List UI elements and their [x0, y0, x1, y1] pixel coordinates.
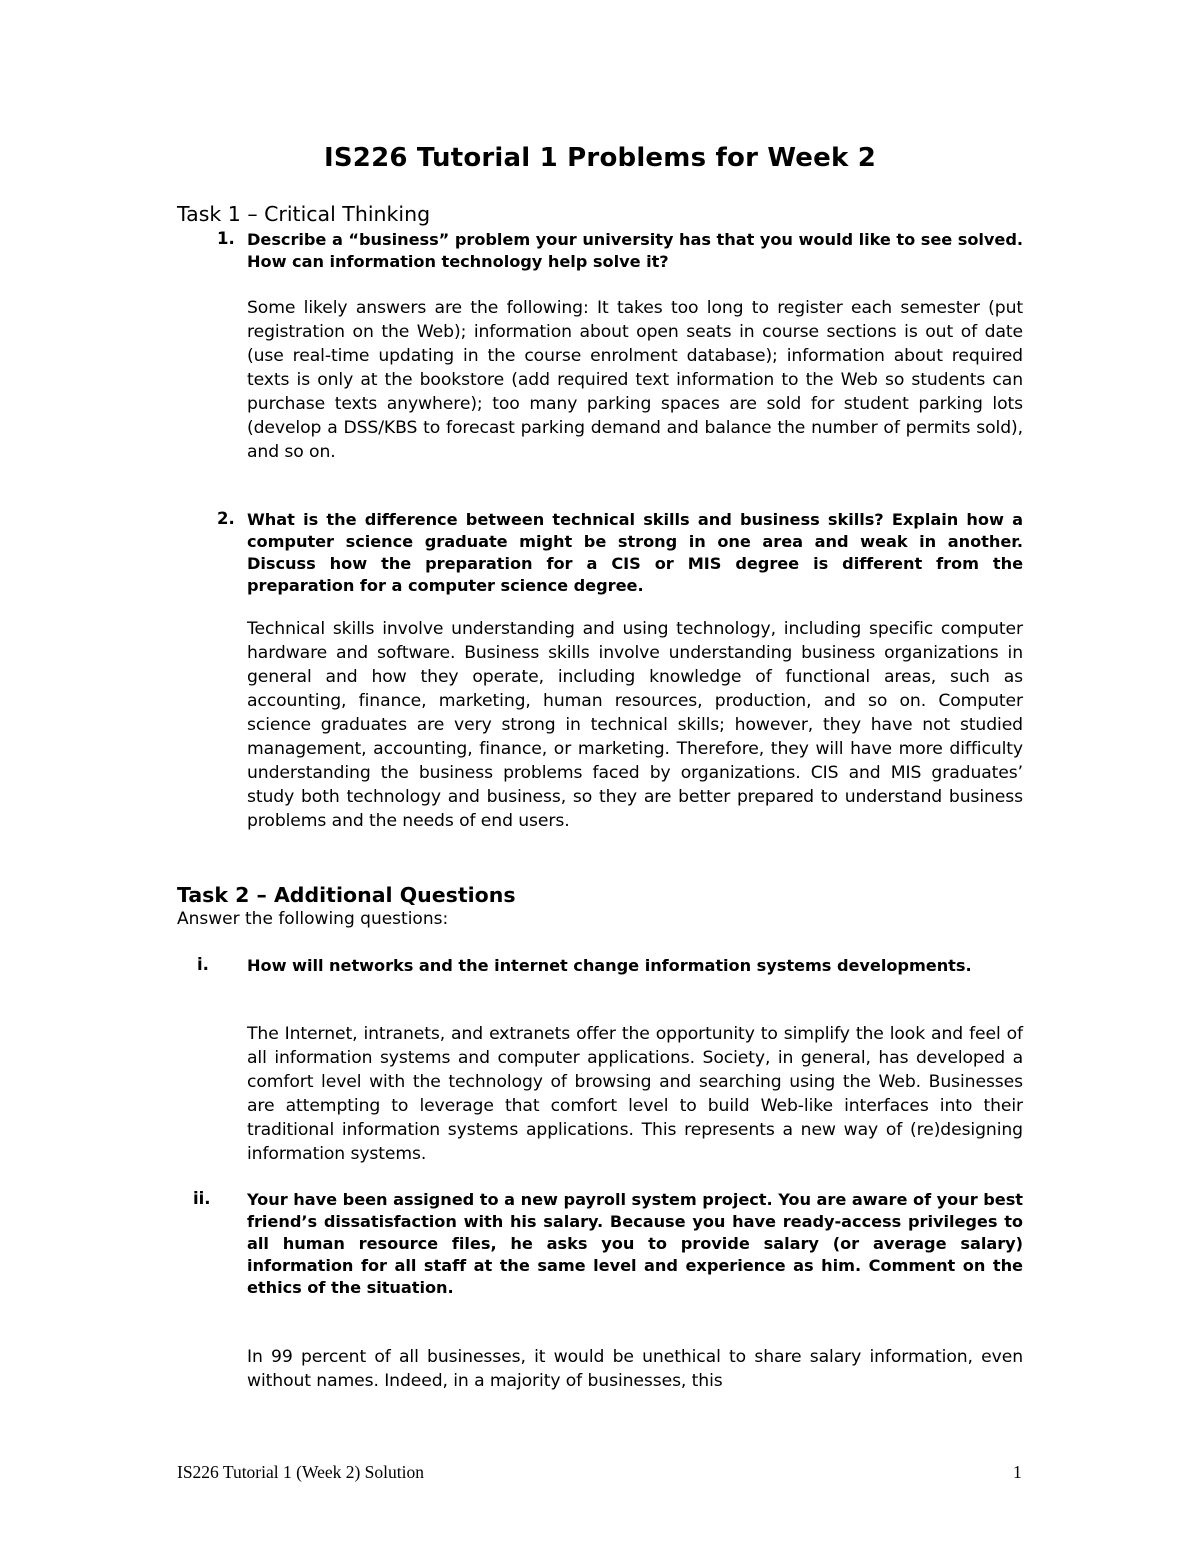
task1-heading-rest: – Critical Thinking: [240, 202, 431, 226]
answer-2-text: Technical skills involve understanding and using technology, including specific computer hardware and software. Business skills involve understanding business organizations in general and how they operate, including knowledge of functional areas, such as accounting, finance, marketing, human resources, production, and so on. Computer science graduates are very strong in technical skills; however, they have not studied management, accounting, finance, or marketing. Therefore, they will have more difficulty understanding the business problems faced by organizations. CIS and MIS graduates’ study both technology and business, so they are better prepared to understand business problems and the needs of end users.: [247, 619, 1023, 831]
question-i-marker: i.: [197, 955, 209, 974]
task2-intro: Answer the following questions:: [177, 909, 449, 929]
task2-heading: [177, 883, 516, 907]
page-number: 1: [1013, 1462, 1022, 1482]
question-2-text: What is the difference between technical skills and business skills? Explain how a computer science graduate might be strong in one area and weak in another. Discuss how the preparation for a CIS or MIS degree is different from the preparation for a computer science degree.: [247, 510, 1023, 595]
task2-heading-prefix: Task 2: [177, 883, 250, 907]
answer-1-text: Some likely answers are the following: It takes too long to register each semester (put registration on the Web); information about open seats in course sections is out of date (use real-time updating in the course enrolment database); information about required texts is only at the bookstore (add required text information to the Web so students can purchase texts anywhere); too many parking spaces are sold for student parking lots (develop a DSS/KBS to forecast parking demand and balance the number of permits sold), and so on.: [247, 298, 1023, 462]
task1-heading-prefix: Task 1: [177, 202, 241, 226]
footer-label: IS226 Tutorial 1 (Week 2) Solution: [177, 1462, 424, 1482]
answer-ii-text: In 99 percent of all businesses, it would be unethical to share salary information, even without names. Indeed, in a majority of businesses, this: [247, 1347, 1023, 1391]
question-1-text: Describe a “business” problem your university has that you would like to see solved. How can information technology help solve it?: [247, 230, 1023, 271]
answer-i-text: The Internet, intranets, and extranets offer the opportunity to simplify the look and feel of all information systems and computer applications. Society, in general, has developed a comfort level with the technology of browsing and searching using the Web. Businesses are attempting to leverage that comfort level to build Web-like interfaces into their traditional information systems applications. This represents a new way of (re)designing information systems.: [247, 1024, 1023, 1164]
task2-heading-rest: – Additional Questions: [249, 883, 516, 907]
question-2-marker: 2.: [217, 509, 235, 528]
question-1-marker: 1.: [217, 229, 235, 248]
document-title: IS226 Tutorial 1 Problems for Week 2: [323, 143, 876, 173]
question-i-text: How will networks and the internet change information systems developments.: [247, 956, 972, 975]
task1-heading: [177, 202, 430, 226]
question-ii-text: Your have been assigned to a new payroll system project. You are aware of your best friend’s dissatisfaction with his salary. Because you have ready-access privileges to all human resource files, he asks you to provide salary (or average salary) information for all staff at the same level and experience as him. Comment on the ethics of the situation.: [247, 1190, 1023, 1297]
question-ii-marker: ii.: [193, 1189, 211, 1208]
